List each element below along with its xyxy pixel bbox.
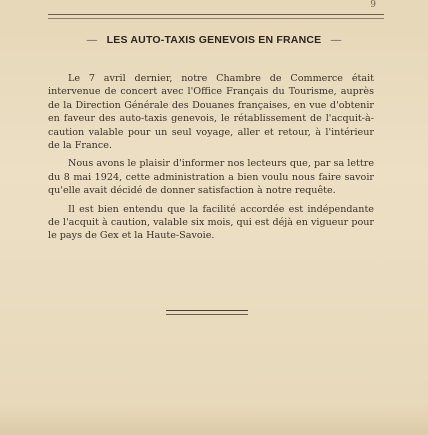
header-rule	[48, 14, 384, 15]
paragraph-2: Nous avons le plaisir d'informer nos lecteurs que, par sa lettre du 8 mai 1924, cette administration a bien voulu nous faire savoir qu'elle avait décidé de donner satisfaction à notre requête.	[48, 158, 374, 197]
article-title-line	[0, 34, 428, 46]
paper-shade	[0, 405, 428, 435]
article-title: LES AUTO-TAXIS GENEVOIS EN FRANCE	[106, 34, 322, 46]
article-body	[48, 72, 374, 248]
paragraph-3: Il est bien entendu que la facilité accordée est indépendante de l'acquit à caution, valable six mois, qui est déjà en vigueur pour le pays de Gex et la Haute-Savoie.	[48, 203, 374, 242]
end-rule	[166, 310, 248, 311]
paragraph-1: Le 7 avril dernier, notre Chambre de Commerce était intervenue de concert avec l'Office Français du Tourisme, auprès de la Direction Générale des Douanes françaises, en vue d'obtenir en faveur des auto-taxis genevois, le rétablissement de l'acquit-à-caution valable pour un seul voyage, aller et retour, à l'intérieur de la France.	[48, 73, 374, 152]
title-dash-left: —	[86, 34, 98, 46]
header-rule-secondary	[48, 18, 384, 19]
end-rule-secondary	[166, 314, 248, 315]
page-number: 9	[370, 0, 376, 10]
title-dash-right: —	[330, 34, 342, 46]
